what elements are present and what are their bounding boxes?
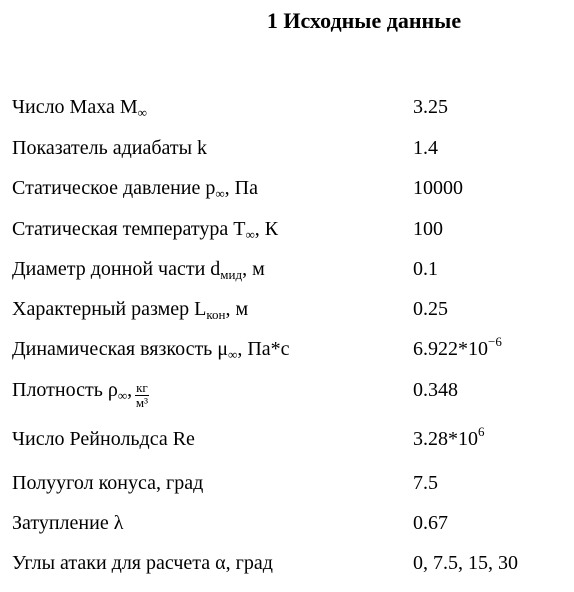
label-text: Статическое давление p [12,177,216,199]
label-units: , [127,379,133,401]
param-row-static-temperature [12,215,568,247]
param-row-cone-half-angle [12,469,568,501]
param-value: 0.25 [413,298,448,320]
label-subscript: мид [220,267,243,282]
param-row-static-pressure [12,174,568,206]
label-subscript: ∞ [117,388,128,403]
section-title: 1 Исходные данные [266,8,462,33]
fraction-numerator: кг [136,380,148,395]
param-row-adiabatic-index [12,134,568,166]
param-label [12,376,149,410]
value-exponent: 6 [478,424,485,439]
label-subscript: ∞ [228,347,238,362]
param-value: 1.4 [413,137,438,159]
label-units: , Па*с [237,338,290,360]
label-text: Плотность ρ [12,379,118,401]
param-row-dynamic-viscosity [12,335,568,367]
param-label: Углы атаки для расчета α, град [12,552,273,574]
label-text: Статическая температура T [12,218,246,240]
param-value: 7.5 [413,472,438,494]
param-value: 100 [413,218,443,240]
param-row-reynolds [12,425,568,457]
param-label [12,174,258,202]
param-value [413,335,502,363]
param-value: 3.25 [413,96,448,118]
param-value: 10000 [413,177,463,199]
label-units: , м [242,258,265,280]
param-row-characteristic-length [12,295,568,327]
param-value [413,425,485,453]
param-label [12,93,147,121]
param-label: Затупление λ [12,512,124,534]
param-label [12,255,265,283]
param-label: Полуугол конуса, град [12,472,204,494]
param-row-bluntness [12,509,568,541]
label-units: , Па [224,177,258,199]
label-text: Динамическая вязкость μ [12,338,229,360]
label-text: Характерный размер L [12,298,207,320]
param-value: 0.1 [413,258,438,280]
fraction-denominator: м³ [135,395,148,410]
label-subscript: ∞ [245,227,255,242]
param-label: Число Рейнольдса Re [12,428,195,450]
param-value: 0.348 [413,379,458,401]
label-units: , м [225,298,249,320]
units-fraction [135,381,149,410]
param-row-angles-of-attack [12,549,568,581]
label-text: Диаметр донной части d [12,258,221,280]
value-base: 3.28*10 [413,428,478,450]
label-subscript: ∞ [137,105,147,120]
param-label [12,295,248,323]
param-row-base-diameter [12,255,568,287]
param-value: 0.67 [413,512,448,534]
value-exponent: −6 [488,334,502,349]
value-base: 6.922*10 [413,338,488,360]
label-subscript: ∞ [215,186,225,201]
label-text: Число Маха M [12,96,138,118]
param-row-mach [12,93,568,125]
param-label: Показатель адиабаты k [12,137,208,159]
label-subscript: кон [206,307,226,322]
param-label [12,215,278,243]
label-units: , К [254,218,279,240]
param-value: 0, 7.5, 15, 30 [413,552,518,574]
param-row-density [12,376,568,408]
param-label [12,335,290,363]
